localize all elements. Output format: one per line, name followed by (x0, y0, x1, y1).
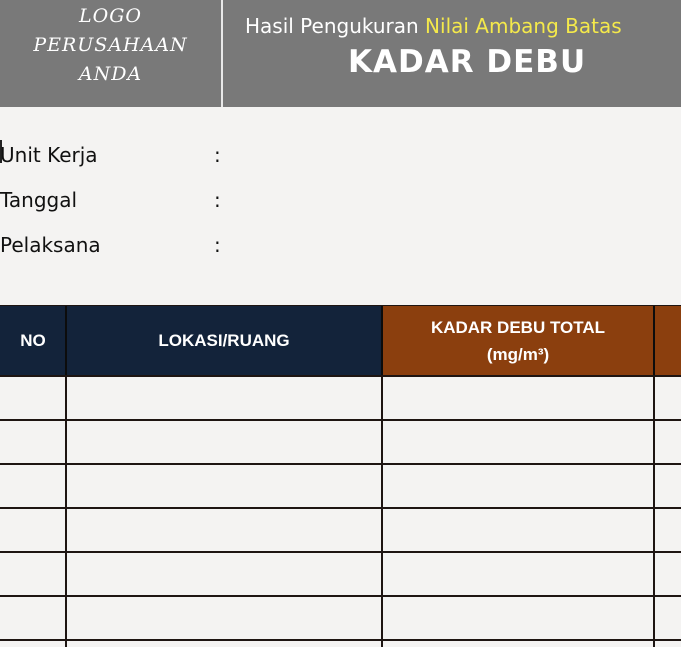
row-border (0, 419, 681, 421)
document-header (0, 0, 681, 107)
measurement-table (0, 306, 681, 647)
field-label-pelaksana: Pelaksana (0, 233, 101, 257)
logo-line: ANDA (78, 63, 143, 85)
logo-line: LOGO (79, 5, 142, 27)
field-label-unit-kerja: Unit Kerja (0, 143, 98, 167)
table-row[interactable] (0, 376, 681, 420)
row-border (0, 551, 681, 553)
kadar-header-line1: KADAR DEBU TOTAL (430, 318, 606, 337)
header-separator (381, 306, 383, 376)
table-row[interactable] (0, 420, 681, 464)
row-border (0, 375, 681, 377)
column-header-lokasi: LOKASI/RUANG (66, 306, 382, 376)
company-logo-placeholder (0, 2, 221, 89)
logo-line: PERUSAHAAN (33, 34, 188, 56)
row-border (0, 507, 681, 509)
row-border (0, 595, 681, 597)
row-border (0, 463, 681, 465)
document-title: KADAR DEBU (348, 44, 587, 80)
header-separator (653, 306, 655, 376)
column-border (653, 376, 655, 647)
column-border (65, 376, 67, 647)
subtitle-accent: Nilai Ambang Batas (425, 14, 622, 38)
table-row[interactable] (0, 552, 681, 596)
subtitle-prefix: Hasil Pengukuran (245, 14, 419, 38)
header-separator (65, 306, 67, 376)
field-colon: : (214, 188, 221, 212)
field-colon: : (214, 233, 221, 257)
column-header-extra (654, 306, 681, 376)
table-row[interactable] (0, 596, 681, 640)
table-row[interactable] (0, 464, 681, 508)
field-colon: : (214, 143, 221, 167)
document-subtitle (245, 14, 622, 38)
column-header-kadar-debu (382, 306, 654, 376)
column-border (381, 376, 383, 647)
field-label-tanggal: Tanggal (0, 188, 78, 212)
column-header-no: NO (0, 306, 66, 376)
table-row[interactable] (0, 508, 681, 552)
header-divider (221, 0, 223, 107)
kadar-header-unit: (mg/m³) (486, 345, 550, 364)
row-border (0, 639, 681, 641)
